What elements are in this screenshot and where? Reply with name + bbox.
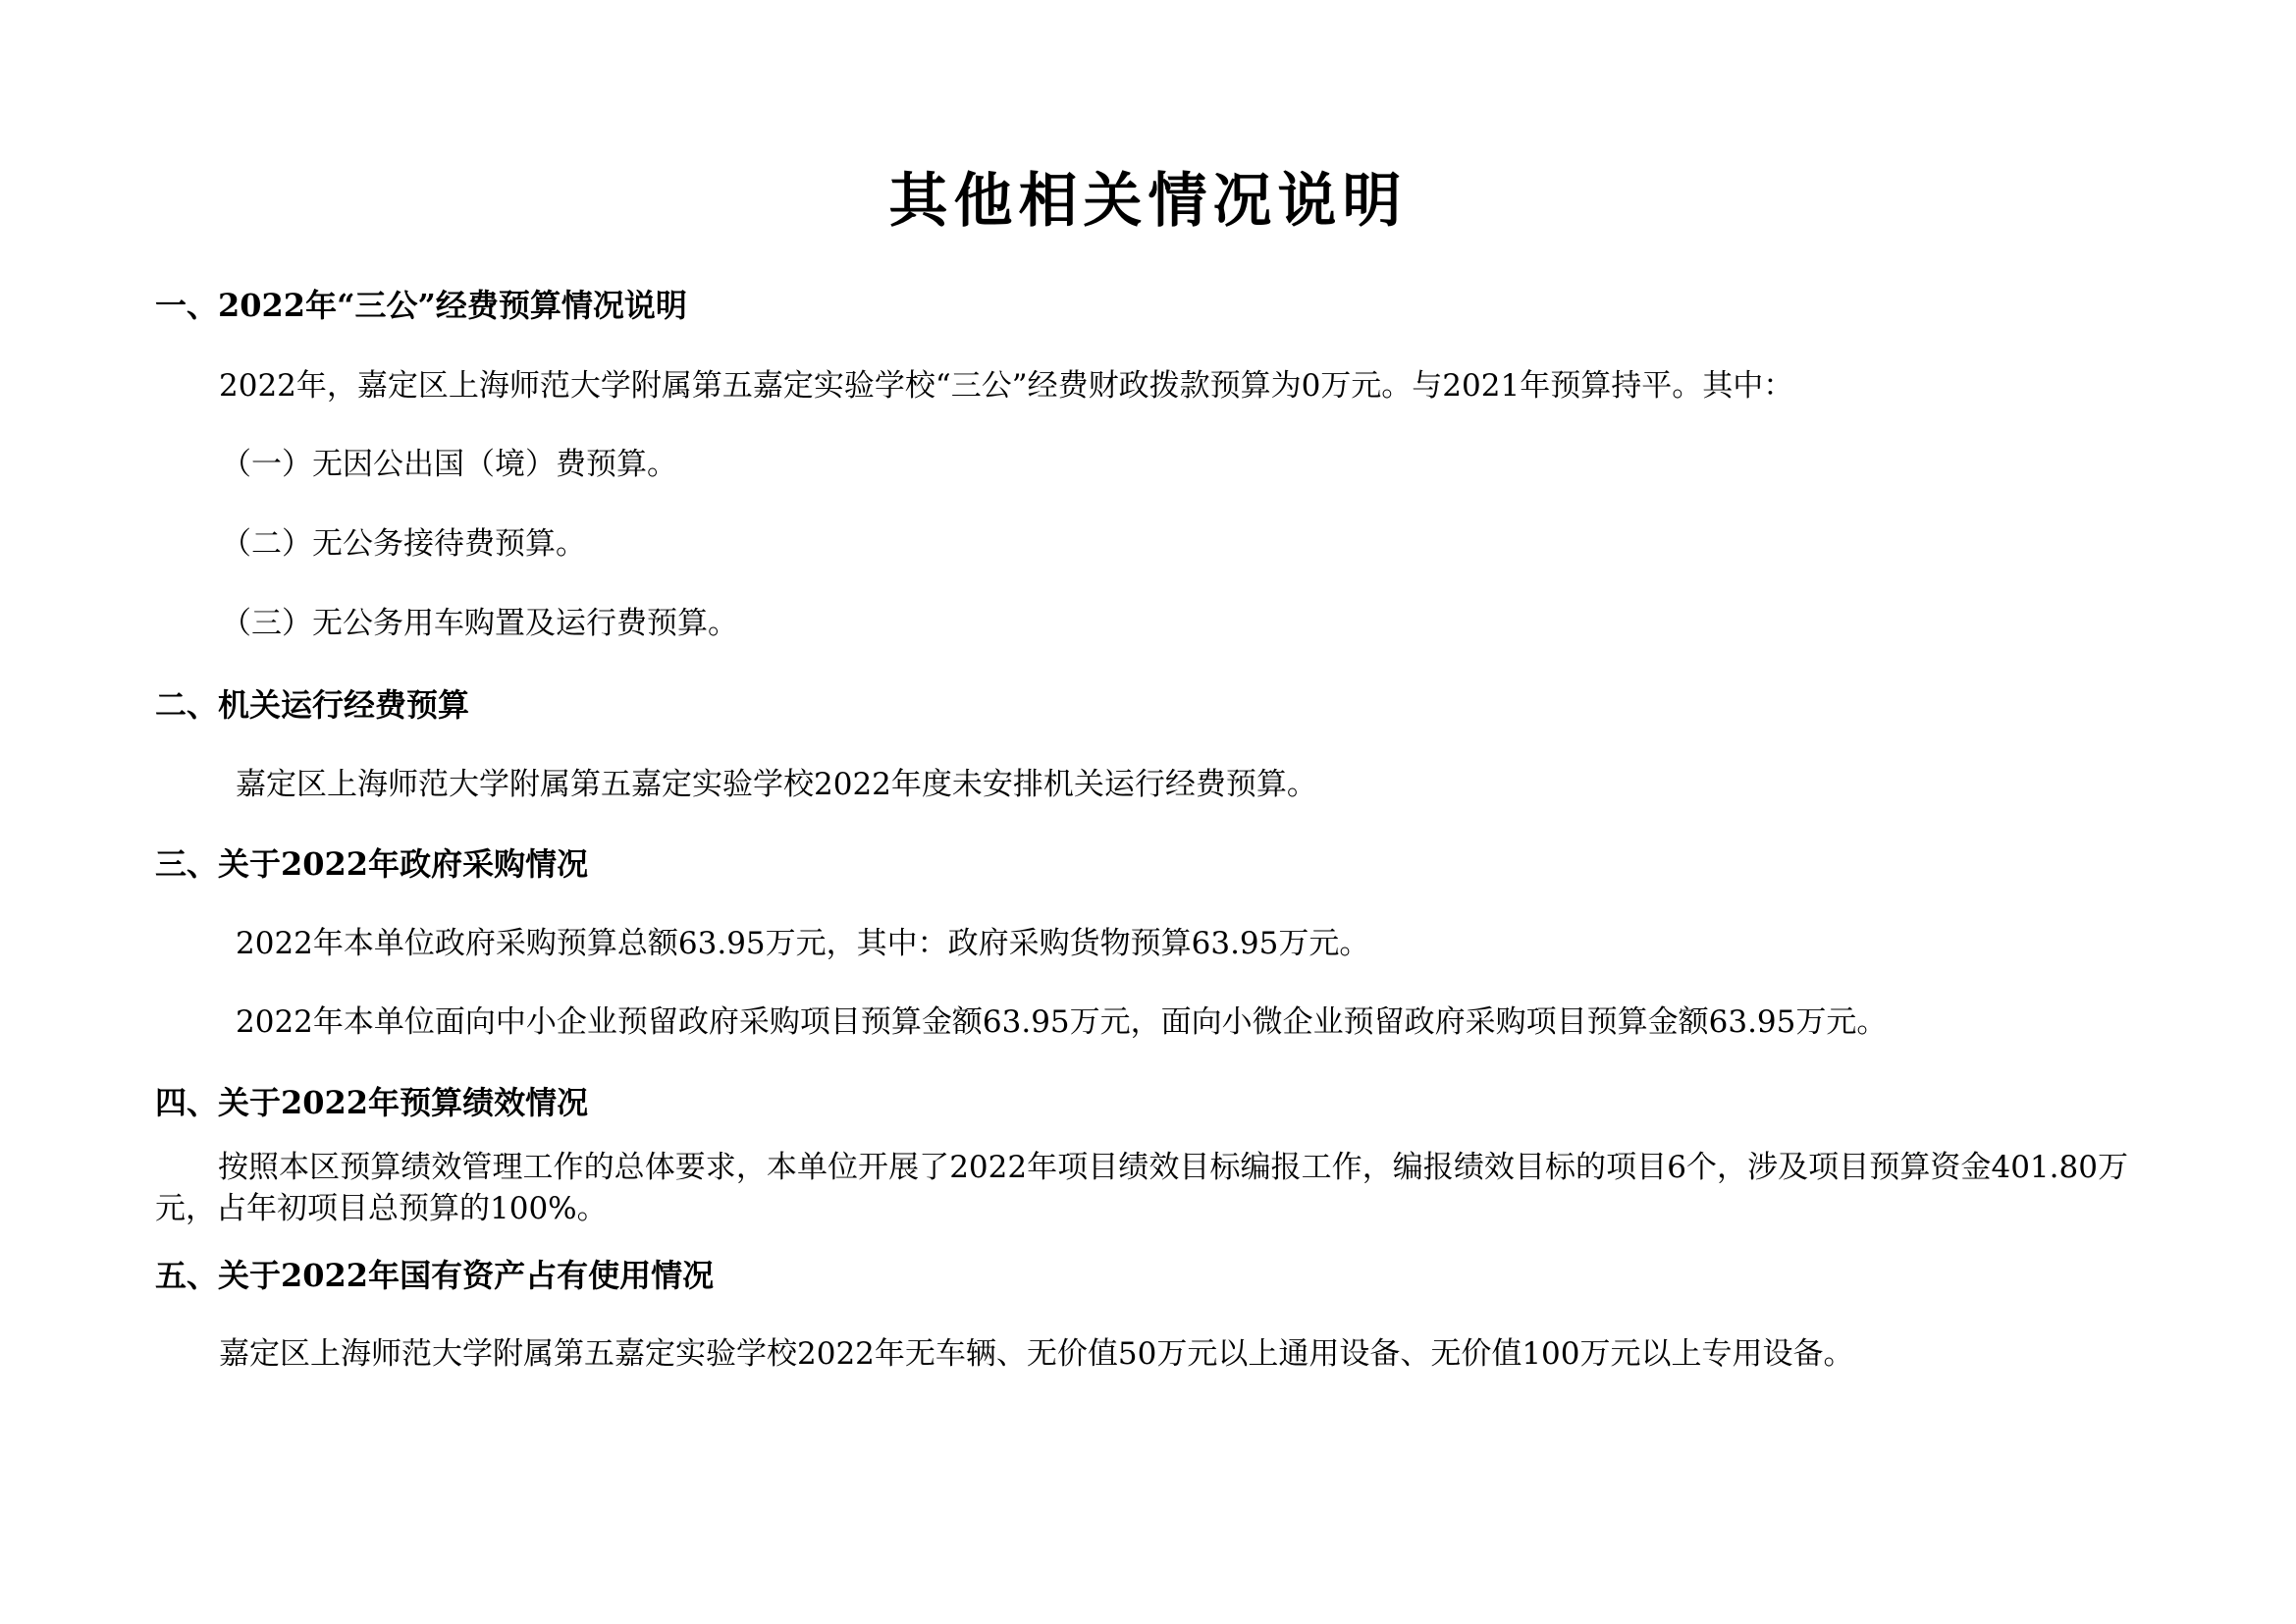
section-heading-2: 二、机关运行经费预算	[155, 686, 470, 724]
section-4-paragraph-1: 按照本区预算绩效管理工作的总体要求，本单位开展了2022年项目绩效目标编报工作，编报绩效目标的项目6个，涉及项目预算资金401.80万元，占年初项目总预算的100%。	[155, 1150, 2128, 1226]
section-5-paragraph-1: 嘉定区上海师范大学附属第五嘉定实验学校2022年无车辆、无价值50万元以上通用设备、无价值100万元以上专用设备。	[219, 1336, 1854, 1372]
section-heading-5: 五、关于2022年国有资产占有使用情况	[155, 1257, 715, 1294]
section-1-item-2: （二）无公务接待费预算。	[221, 526, 586, 562]
section-1-item-3: （三）无公务用车购置及运行费预算。	[221, 606, 738, 641]
section-heading-1: 一、2022年“三公”经费预算情况说明	[155, 287, 687, 324]
section-3-paragraph-1: 2022年本单位政府采购预算总额63.95万元，其中：政府采购货物预算63.95万元。	[236, 926, 1370, 961]
section-heading-4: 四、关于2022年预算绩效情况	[155, 1084, 589, 1121]
section-3-paragraph-2: 2022年本单位面向中小企业预留政府采购项目预算金额63.95万元，面向小微企业预留政府采购项目预算金额63.95万元。	[236, 1004, 1888, 1040]
page-title: 其他相关情况说明	[888, 167, 1408, 236]
section-1-paragraph-1: 2022年，嘉定区上海师范大学附属第五嘉定实验学校“三公”经费财政拨款预算为0万元。与2021年预算持平。其中：	[219, 368, 1794, 404]
section-heading-3: 三、关于2022年政府采购情况	[155, 845, 589, 883]
section-1-item-1: （一）无因公出国（境）费预算。	[221, 447, 677, 482]
section-2-paragraph-1: 嘉定区上海师范大学附属第五嘉定实验学校2022年度未安排机关运行经费预算。	[236, 767, 1317, 802]
